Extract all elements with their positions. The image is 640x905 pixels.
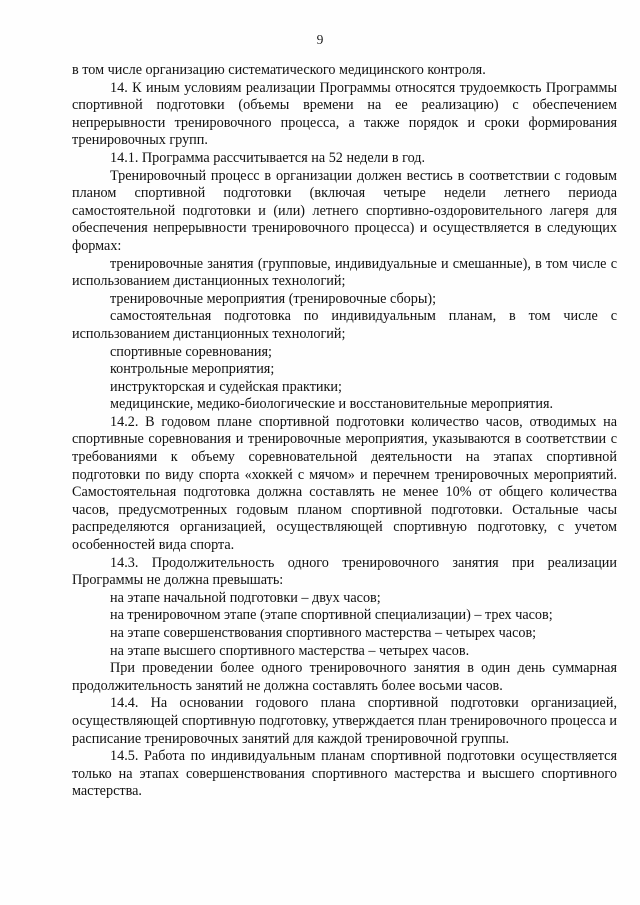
paragraph-section-14-2: 14.2. В годовом плане спортивной подготовки количество часов, отводимых на спортивные соревнования и тренировочные мероприятия, указываются в соответствии с требованиями к объему соревновательной деятельности на этапах спортивной подготовки по виду спорта «хоккей с мячом» и перечнем тренировочных мероприятий. Самостоятельная подготовка должна составлять не менее 10% от общего количества часов, предусмотренных годовым планом спортивной подготовки. Остальные часы распределяются организацией, осуществляющей спортивную подготовку, с учетом особенностей вида спорта.: [72, 413, 617, 554]
paragraph-intro-continuation: в том числе организацию систематического медицинского контроля.: [72, 62, 486, 78]
list-item-competitions: спортивные соревнования;: [110, 343, 272, 360]
paragraph-section-14-4: 14.4. На основании годового плана спортивной подготовки организацией, осуществляющей спортивную подготовку, утверждается план тренировочного процесса и расписание тренировочных занятий для каждой тренировочной группы.: [72, 695, 617, 747]
paragraph-training-process: Тренировочный процесс в организации должен вестись в соответствии с годовым планом спортивной подготовки (включая четыре недели летнего периода самостоятельной подготовки и (или) летнего спортивно-оздоровительного лагеря для обеспечения непрерывности тренировочного процесса) и осуществляется в следующих формах:: [72, 167, 617, 254]
list-item-initial-stage: на этапе начальной подготовки – двух часов;: [110, 589, 381, 606]
list-item-control-events: контрольные мероприятия;: [110, 361, 275, 378]
document-body: [72, 62, 617, 801]
paragraph-section-14-1: 14.1. Программа рассчитывается на 52 недели в год.: [110, 149, 426, 166]
list-item-self-training: самостоятельная подготовка по индивидуальным планам, в том числе с использованием дистанционных технологий;: [72, 308, 617, 342]
list-item-improvement-stage: на этапе совершенствования спортивного мастерства – четырех часов;: [110, 625, 537, 641]
list-item-instructor-practice: инструкторская и судейская практики;: [110, 378, 342, 395]
paragraph-multiple-sessions: При проведении более одного тренировочного занятия в один день суммарная продолжительность занятий не должна составлять более восьми часов.: [72, 660, 617, 694]
paragraph-section-14-5: 14.5. Работа по индивидуальным планам спортивной подготовки осуществляется только на этапах совершенствования спортивного мастерства и высшего спортивного мастерства.: [72, 748, 617, 800]
list-item-medical-events: медицинские, медико-биологические и восстановительные мероприятия.: [110, 396, 554, 413]
list-item-training-sessions: тренировочные занятия (групповые, индивидуальные и смешанные), в том числе с использованием дистанционных технологий;: [72, 255, 617, 290]
page-number: 9: [316, 32, 324, 47]
paragraph-section-14: 14. К иным условиям реализации Программы относятся трудоемкость Программы спортивной подготовки (объемы времени на ее реализацию) с обеспечением непрерывности тренировочного процесса, а также порядок и сроки формирования тренировочных групп.: [72, 79, 617, 149]
list-item-training-stage: на тренировочном этапе (этапе спортивной специализации) – трех часов;: [110, 607, 553, 624]
paragraph-section-14-3: 14.3. Продолжительность одного тренировочного занятия при реализации Программы не должна превышать:: [72, 554, 617, 589]
list-item-higher-mastery-stage: на этапе высшего спортивного мастерства – четырех часов.: [110, 642, 470, 659]
list-item-training-events: тренировочные мероприятия (тренировочные сборы);: [110, 290, 437, 307]
